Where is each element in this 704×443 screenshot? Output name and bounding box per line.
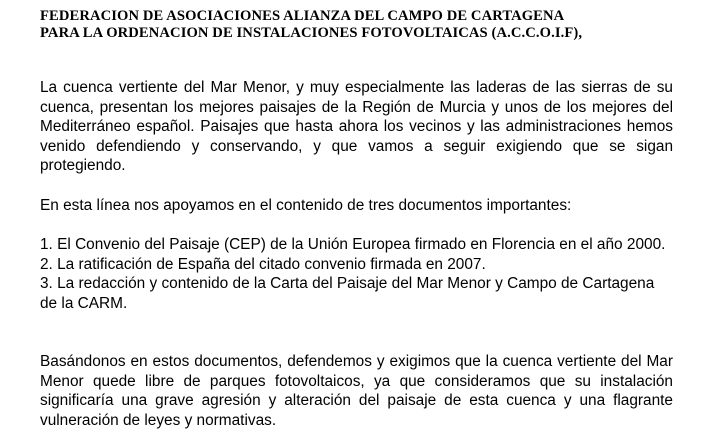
documents-list — [40, 235, 673, 313]
paragraph-documents-intro: En esta línea nos apoyamos en el contenido de tres documentos importantes: — [40, 197, 572, 214]
list-item: 2. La ratificación de España del citado convenio firmada en 2007. — [40, 255, 486, 273]
list-item: 3. La redacción y contenido de la Carta del Paisaje del Mar Menor y Campo de Cartagena de la CARM. — [40, 275, 655, 312]
heading-line-2: PARA LA ORDENACION DE INSTALACIONES FOTOVOLTAICAS (A.C.C.O.I.F), — [40, 25, 583, 41]
document-heading — [40, 8, 680, 42]
list-item: 1. El Convenio del Paisaje (CEP) de la Unión Europea firmado en Florencia en el año 2000. — [40, 236, 666, 253]
paragraph-landscape: La cuenca vertiente del Mar Menor, y muy especialmente las laderas de las sierras de su cuenca, presentan los mejores paisajes de la Región de Murcia y unos de los mejores del Mediterráneo español. Paisajes que hasta ahora los vecinos y las administraciones hemos venido defendiendo y conservando, y que vamos a seguir exigiendo que se sigan protegiendo. — [40, 79, 673, 175]
paragraph-demand: Basándonos en estos documentos, defendemos y exigimos que la cuenca vertiente del Mar Menor quede libre de parques fotovoltaicos, ya que consideramos que su instalación significaría una grave agresión y alteración del paisaje de esta cuenca y una flagrante vulneración de leyes y normativas. — [40, 353, 673, 429]
heading-line-1: FEDERACION DE ASOCIACIONES ALIANZA DEL CAMPO DE CARTAGENA — [40, 8, 565, 24]
